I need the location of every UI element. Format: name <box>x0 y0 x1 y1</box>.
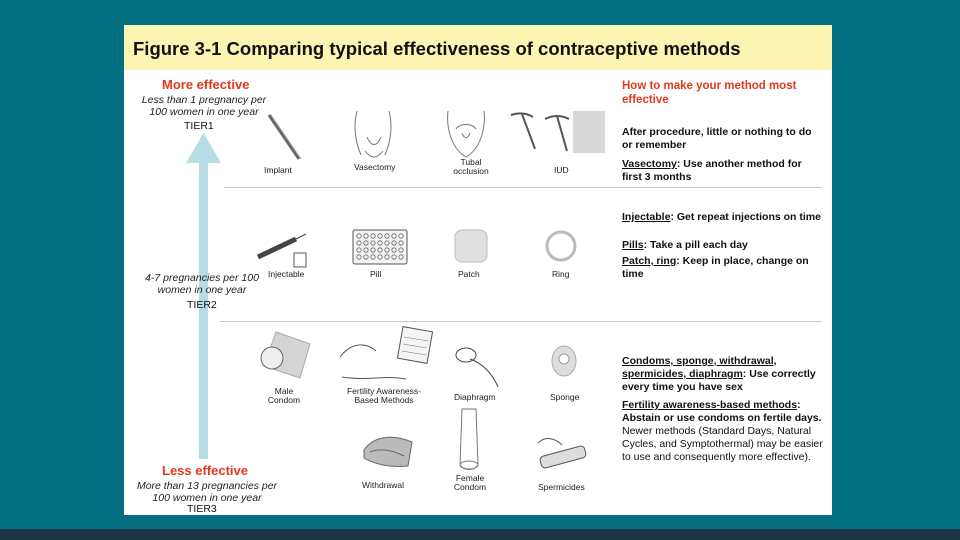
patch-ring-advice-text: : Keep in place, change on time <box>622 255 809 280</box>
patch-label: Patch <box>458 269 480 279</box>
iud-label: IUD <box>554 165 569 175</box>
implant-icon <box>266 113 306 163</box>
injectable-icon <box>256 231 316 271</box>
vasectomy-advice-text: : Use another method for first 3 months <box>622 158 802 183</box>
tier1-advice: After procedure, little or nothing to do or remember <box>622 126 812 151</box>
pills-advice-term: Pills <box>622 239 644 251</box>
pill-label: Pill <box>370 269 382 279</box>
barrier-methods-advice-term: Condoms, sponge, withdrawal, spermicides, diaphragm <box>622 355 777 380</box>
diaphragm-icon <box>452 343 502 389</box>
patch-icon <box>454 229 488 263</box>
fertility-awareness-advice-text: : Abstain or use condoms on fertile days. <box>622 399 822 424</box>
sponge-label: Sponge <box>550 392 580 402</box>
figure-card <box>124 25 832 515</box>
tubal-occlusion-label: Tubal occlusion <box>453 157 489 176</box>
tubal-occlusion-icon <box>442 109 490 159</box>
spermicides-label: Spermicides <box>538 482 585 492</box>
injectable-label: Injectable <box>268 269 305 279</box>
advice-heading: How to make your method most effective <box>622 80 797 106</box>
tier1-label: TIER1 <box>184 120 214 132</box>
tier1-separator <box>224 187 822 188</box>
male-condom-icon <box>256 330 312 380</box>
diaphragm-label: Diaphragm <box>454 392 496 402</box>
more-effective-label: More effective <box>162 77 250 92</box>
female-condom-icon <box>458 407 480 473</box>
title-bar <box>124 25 832 70</box>
tier3-rate-note: More than 13 pregnancies per 100 women in one year <box>136 480 278 504</box>
ring-label: Ring <box>552 269 570 279</box>
pills-advice <box>622 239 822 252</box>
sponge-icon <box>549 343 579 379</box>
tier2-rate-note: 4-7 pregnancies per 100 women in one year <box>145 272 259 296</box>
fertility-awareness-label: Fertility Awareness-Based Methods <box>346 386 421 405</box>
pills-advice-text: : Take a pill each day <box>643 239 748 251</box>
spermicides-icon <box>536 433 600 473</box>
tier3-label: TIER3 <box>187 503 217 515</box>
female-condom-label: Female Condom <box>453 473 487 492</box>
vasectomy-label: Vasectomy <box>354 162 396 172</box>
barrier-methods-advice-text: : Use correctly every time you have sex <box>622 368 816 393</box>
patch-ring-advice <box>622 255 822 281</box>
less-effective-label: Less effective <box>162 463 248 478</box>
iud-icon <box>509 109 609 155</box>
fertility-awareness-advice <box>622 399 824 464</box>
withdrawal-label: Withdrawal <box>362 480 405 490</box>
injectable-advice-term: Injectable <box>622 211 671 223</box>
withdrawal-icon <box>360 430 416 470</box>
vasectomy-advice <box>622 158 822 184</box>
effectiveness-arrow <box>186 133 222 459</box>
fertility-awareness-advice-note: Newer methods (Standard Days, Natural Cycles, and Symptothermal) may be easier to use and consequently more effective). <box>622 425 823 463</box>
patch-ring-advice-term: Patch, ring <box>622 255 677 267</box>
tier1-rate-note: Less than 1 pregnancy per 100 women in one year <box>141 94 267 118</box>
barrier-methods-advice <box>622 355 822 394</box>
fertility-awareness-icon <box>336 327 436 383</box>
vasectomy-advice-term: Vasectomy <box>622 158 677 170</box>
bottom-bar <box>0 529 960 540</box>
tier2-separator <box>220 321 822 322</box>
tier2-label: TIER2 <box>187 299 217 311</box>
implant-label: Implant <box>264 165 292 175</box>
fertility-awareness-advice-term: Fertility awareness-based methods <box>622 399 798 411</box>
ring-icon <box>544 229 578 263</box>
figure-title: Figure 3-1 Comparing typical effectiveness of contraceptive methods <box>133 38 741 59</box>
vasectomy-icon <box>349 107 399 161</box>
male-condom-label: Male Condom <box>267 386 301 405</box>
pill-pack-icon <box>352 229 408 265</box>
injectable-advice <box>622 211 822 224</box>
injectable-advice-text: : Get repeat injections on time <box>670 211 821 223</box>
